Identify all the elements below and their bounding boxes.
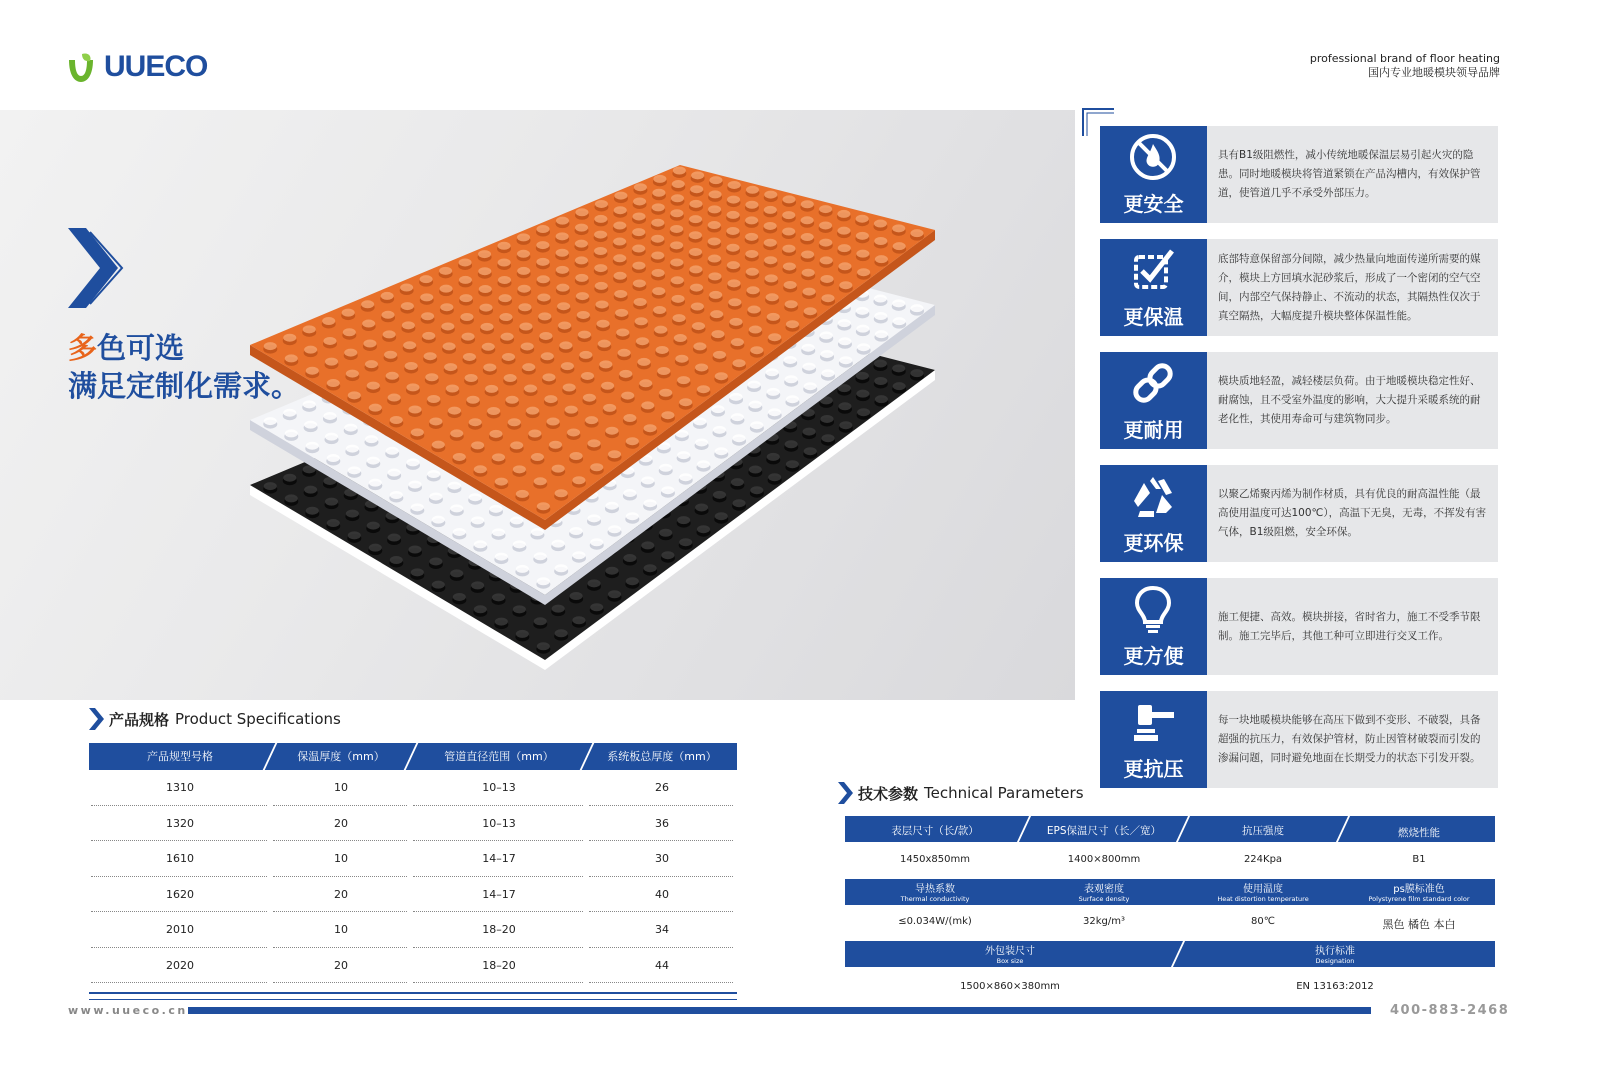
tech-value-designation: EN 13163:2012: [1296, 981, 1374, 992]
spec-cell-model: 1320: [166, 816, 194, 830]
table-row: [89, 948, 737, 984]
header-cn: 表观密度: [1084, 884, 1124, 895]
feature-text: 底部特意保留部分间隙，减少热量向地面传递所需要的媒介，模块上方回填水泥砂浆后，形成了一个密闭的空气空间，内部空气保持静止、不流动的状态，其隔热性仅次于真空隔热，大幅度提升模块整体保温性能。: [1218, 252, 1481, 322]
spec-header-model: 产品规型号格: [147, 750, 213, 763]
feature-text: 具有B1级阻燃性，减小传统地暖保温层易引起火灾的隐患。同时地暖模块将管道紧锁在产品沟槽内，有效保护管道，使管道几乎不承受外部压力。: [1218, 149, 1481, 199]
header-cn: 使用温度: [1243, 884, 1283, 895]
tagline-en: professional brand of floor heating: [1309, 52, 1500, 65]
logo-wordmark: UUECO: [104, 50, 208, 83]
feature-description: [1218, 465, 1490, 562]
table-row: [89, 841, 737, 877]
spec-cell-model: 1610: [166, 852, 194, 865]
spec-cell-total: 36: [655, 816, 669, 830]
tech-row2-values: [845, 905, 1495, 941]
header-cn: ps膜标准色: [1393, 884, 1445, 895]
footer-phone: 400-883-2468: [1390, 1003, 1510, 1018]
tech-row1-header: [845, 816, 1495, 842]
spec-cell-total: 26: [655, 781, 669, 794]
spec-header-insulation: 保温厚度（mm）: [297, 750, 385, 763]
link-icon: [1128, 358, 1178, 408]
feature-tile: [1100, 352, 1207, 449]
spec-cell-model: 2010: [166, 923, 194, 936]
spec-cell-pipe: 10–13: [482, 816, 516, 830]
feature-label: 更安全: [1123, 192, 1184, 216]
spec-cell-total: 44: [655, 958, 669, 972]
slogan-line-1-rest: 色可选: [97, 331, 185, 365]
spec-header-total-thickness: 系统板总厚度（mm）: [607, 750, 717, 763]
feature-tile: [1100, 465, 1207, 562]
spec-section-title: [89, 708, 341, 730]
hammer-icon: [1128, 697, 1178, 747]
tech-header-density: [1025, 880, 1183, 903]
spec-cell-insulation: 10: [334, 781, 348, 794]
section-arrow-icon: [838, 782, 854, 804]
table-row: [89, 912, 737, 948]
header-cn: 执行标准: [1315, 946, 1355, 957]
feature-tile: [1100, 239, 1207, 336]
spec-cell-pipe: 18–20: [482, 958, 516, 972]
feature-label: 更耐用: [1123, 418, 1184, 442]
tech-section-title: [838, 782, 1084, 804]
tech-value-box-size: 1500×860×380mm: [960, 981, 1060, 992]
spec-cell-insulation: 20: [334, 816, 348, 830]
feature-description: [1218, 126, 1490, 223]
spec-title-cn: 产品规格: [109, 710, 170, 729]
feature-description: [1218, 691, 1490, 788]
spec-cell-insulation: 20: [334, 887, 348, 901]
tech-value-surface-size: 1450x850mm: [900, 854, 970, 865]
table-row: [89, 806, 737, 842]
tech-value-combustion: B1: [1412, 854, 1426, 865]
spec-cell-total: 30: [655, 852, 669, 865]
header-en: Surface density: [1078, 895, 1130, 903]
spec-table-bottom-rule: [89, 992, 737, 1000]
checkbox-icon: [1128, 245, 1178, 295]
spec-cell-pipe: 18–20: [482, 923, 516, 936]
header-cn: 导热系数: [915, 884, 955, 895]
spec-cell-total: 40: [655, 887, 669, 901]
tech-header-compressive: 抗压强度: [1242, 825, 1284, 837]
feature-card: [1100, 239, 1498, 336]
spec-cell-insulation: 10: [334, 923, 348, 936]
spec-cell-model: 1620: [166, 887, 194, 901]
slogan-line-2: 满足定制化需求。: [68, 369, 301, 403]
feature-text: 以聚乙烯聚丙烯为制作材质，具有优良的耐高温性能（最高使用温度可达100℃），高温下无臭，无毒，不挥发有害气体，B1级阻燃，安全环保。: [1218, 488, 1487, 538]
tech-table: [845, 816, 1495, 1003]
header-en: Thermal conductivity: [900, 895, 970, 903]
tech-value-conductivity: ≤0.034W/(mk): [898, 916, 972, 927]
tech-header-designation: [1175, 942, 1495, 965]
feature-card: [1100, 691, 1498, 788]
feature-text: 模块质地轻盈，减轻楼层负荷。由于地暖模块稳定性好、耐腐蚀，且不受室外温度的影响，大大提升采暖系统的耐老化性，其使用寿命可与建筑物同步。: [1218, 375, 1481, 425]
chevron-decoration-icon: [68, 228, 128, 308]
tech-header-surface-size: 表层尺寸（长/款）: [891, 825, 979, 837]
recycle-icon: [1128, 471, 1178, 521]
tech-header-combustion: 燃烧性能: [1398, 827, 1440, 839]
tech-header-box-size: [845, 942, 1175, 965]
feature-card: [1100, 352, 1498, 449]
tech-row3-header: [845, 941, 1495, 967]
tagline-cn: 国内专业地暖模块领导品牌: [1368, 66, 1500, 79]
feature-description: [1218, 239, 1490, 336]
feature-description: [1218, 578, 1490, 675]
tech-row1-values: [845, 842, 1495, 879]
feature-label: 更抗压: [1123, 757, 1184, 781]
spec-cell-pipe: 10–13: [482, 781, 516, 794]
feature-card: [1100, 465, 1498, 562]
table-row: [89, 877, 737, 913]
header-en: Designation: [1315, 957, 1355, 965]
tech-value-eps-size: 1400×800mm: [1067, 854, 1141, 865]
feature-label: 更保温: [1123, 305, 1184, 329]
feature-label: 更方便: [1123, 644, 1184, 668]
floor-panels-image: [0, 110, 1075, 700]
header-en: Heat distortion temperature: [1217, 895, 1309, 903]
feature-card: [1100, 126, 1498, 223]
hero-banner: [0, 110, 1075, 700]
row-dotted-rule: [91, 982, 267, 983]
no-fire-icon: [1128, 132, 1178, 182]
header-cn: 外包装尺寸: [985, 946, 1035, 957]
tech-value-film-color: 黑色 橘色 本白: [1382, 918, 1456, 931]
spec-cell-model: 2020: [166, 958, 194, 972]
tech-header-conductivity: [845, 880, 1025, 903]
row-dotted-rule: [273, 982, 407, 983]
tech-value-compressive: 224Kpa: [1243, 854, 1283, 865]
brand-logo: [66, 50, 216, 86]
tech-header-eps-size: EPS保温尺寸（长／宽）: [1046, 825, 1162, 837]
spec-title-en: Product Specifications: [175, 710, 341, 728]
feature-text: 施工便捷、高效。模块拼接，省时省力，施工不受季节限制。施工完毕后，其他工种可立即进行交叉工作。: [1218, 610, 1481, 642]
feature-description: [1218, 352, 1490, 449]
tech-title-cn: 技术参数: [858, 784, 919, 803]
spec-table-body: [89, 770, 737, 983]
spec-table-header: [89, 743, 737, 770]
feature-label: 更环保: [1123, 531, 1184, 555]
tech-header-temperature: [1183, 880, 1343, 903]
footer-bar: [188, 1007, 1371, 1014]
spec-table: [89, 743, 737, 1000]
spec-cell-pipe: 14–17: [482, 852, 516, 865]
spec-cell-total: 34: [655, 923, 669, 936]
lightbulb-icon: [1128, 584, 1178, 634]
section-arrow-icon: [89, 708, 105, 730]
feature-tile: [1100, 691, 1207, 788]
spec-header-pipe-diameter: 管道直径范围（mm）: [444, 750, 554, 763]
tech-value-density: 32kg/m³: [1083, 916, 1125, 927]
spec-cell-model: 1310: [166, 781, 194, 794]
tech-row2-header: [845, 879, 1495, 905]
brand-tagline: [1310, 52, 1500, 80]
feature-card: [1100, 578, 1498, 675]
row-dotted-rule: [413, 982, 583, 983]
tech-title-en: Technical Parameters: [924, 784, 1084, 802]
spec-cell-pipe: 14–17: [482, 887, 516, 901]
tech-row3-values: [845, 967, 1495, 1003]
header-en: Box size: [996, 957, 1024, 965]
row-dotted-rule: [589, 982, 733, 983]
slogan-line-1: [68, 326, 184, 367]
table-row: [89, 770, 737, 806]
tech-value-temperature: 80℃: [1251, 916, 1275, 927]
leaf-logo-icon: [66, 52, 96, 84]
footer-url: www.uueco.cn: [68, 1004, 188, 1017]
header-en: Polystyrene film standard color: [1368, 895, 1470, 903]
slogan-highlight: 多: [68, 331, 98, 365]
feature-tile: [1100, 578, 1207, 675]
feature-text: 每一块地暖模块能够在高压下做到不变形、不破裂，具备超强的抗压力，有效保护管材，防止因管材破裂而引发的渗漏问题，同时避免地面在长期受力的状态下引发开裂。: [1218, 714, 1481, 764]
feature-tile: [1100, 126, 1207, 223]
tech-header-film-color: [1343, 880, 1495, 903]
spec-cell-insulation: 20: [334, 958, 348, 972]
spec-cell-insulation: 10: [334, 852, 348, 865]
